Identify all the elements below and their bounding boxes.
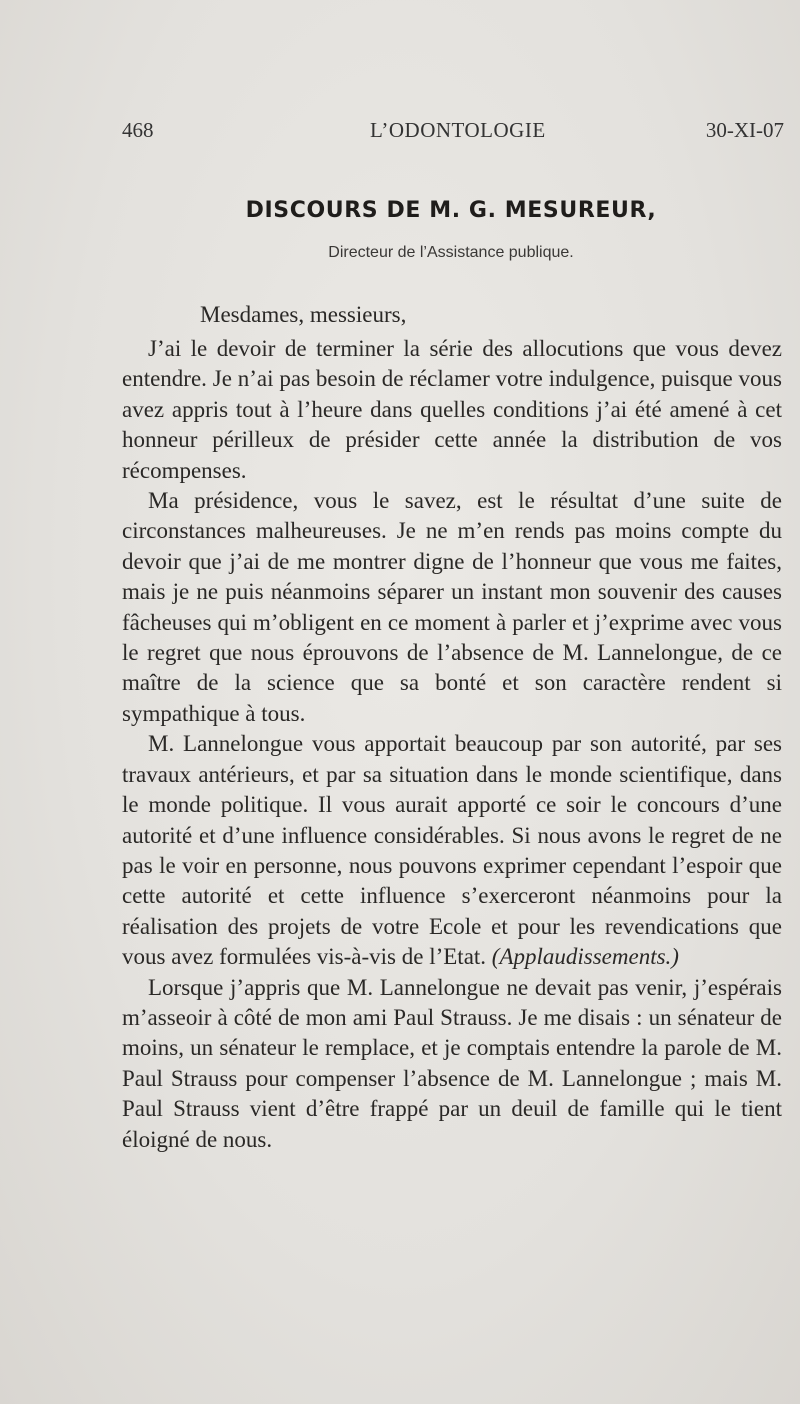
paragraph-3 bbox=[122, 729, 782, 972]
page-number: 468 bbox=[122, 118, 154, 142]
paragraph-1: J’ai le devoir de terminer la série des allocutions que vous devez entendre. Je n’ai pas besoin de réclamer votre indulgence, puisque vous avez appris tout à l’heure dans quelles conditions j’ai été amené à cet honneur périlleux de présider cette année la distribution de vos récompenses. bbox=[122, 336, 782, 483]
issue-date: 30-XI-07 bbox=[705, 118, 784, 142]
journal-title: L’ODONTOLOGIE bbox=[370, 118, 546, 142]
salutation: Mesdames, messieurs, bbox=[200, 302, 407, 327]
paragraph-4: Lorsque j’appris que M. Lannelongue ne devait pas venir, j’espérais m’asseoir à côté de mon ami Paul Strauss. Je me disais : un sénateur de moins, un sénateur le remplace, et je comptais entendre la parole de M. Paul Strauss pour compenser l’absence de M. Lannelongue ; mais M. Paul Strauss vient d’être frappé par un deuil de famille qui le tient éloigné de nous. bbox=[122, 974, 782, 1152]
article-subtitle: Directeur de l’Assistance publique. bbox=[328, 244, 574, 261]
article-title: DISCOURS DE M. G. MESUREUR, bbox=[245, 198, 657, 223]
running-head bbox=[122, 118, 784, 148]
paragraph-2: Ma présidence, vous le savez, est le résultat d’une suite de circonstances malheureuses. Je ne m’en rends pas moins compte du devoir que j’ai de me montrer digne de l’honneur que vous me faites, mais je ne puis néanmoins séparer un instant mon souvenir des causes fâcheuses qui m’obligent en ce moment à parler et j’exprime avec vous le regret que nous éprouvons de l’absence de M. Lannelongue, de ce maître de la science que sa bonté et son caractère rendent si sympathique à tous. bbox=[122, 488, 782, 726]
applause-note: (Applaudissements.) bbox=[491, 944, 679, 970]
paragraph-3-text: M. Lannelongue vous apportait beaucoup par son autorité, par ses travaux antérieurs, et par sa situation dans le monde scientifique, dans le monde politique. Il vous aurait apporté ce soir le concours d’une autorité et d’une influence considérables. Si nous avons le regret de ne pas le voir en personne, nous pouvons exprimer cependant l’espoir que cette autorité et cette influence s’exerceront néanmoins pour la réalisation des projets de votre Ecole et pour les revendications que vous avez formulées vis-à-vis de l’Etat. bbox=[122, 731, 782, 970]
article-body bbox=[122, 334, 782, 1155]
